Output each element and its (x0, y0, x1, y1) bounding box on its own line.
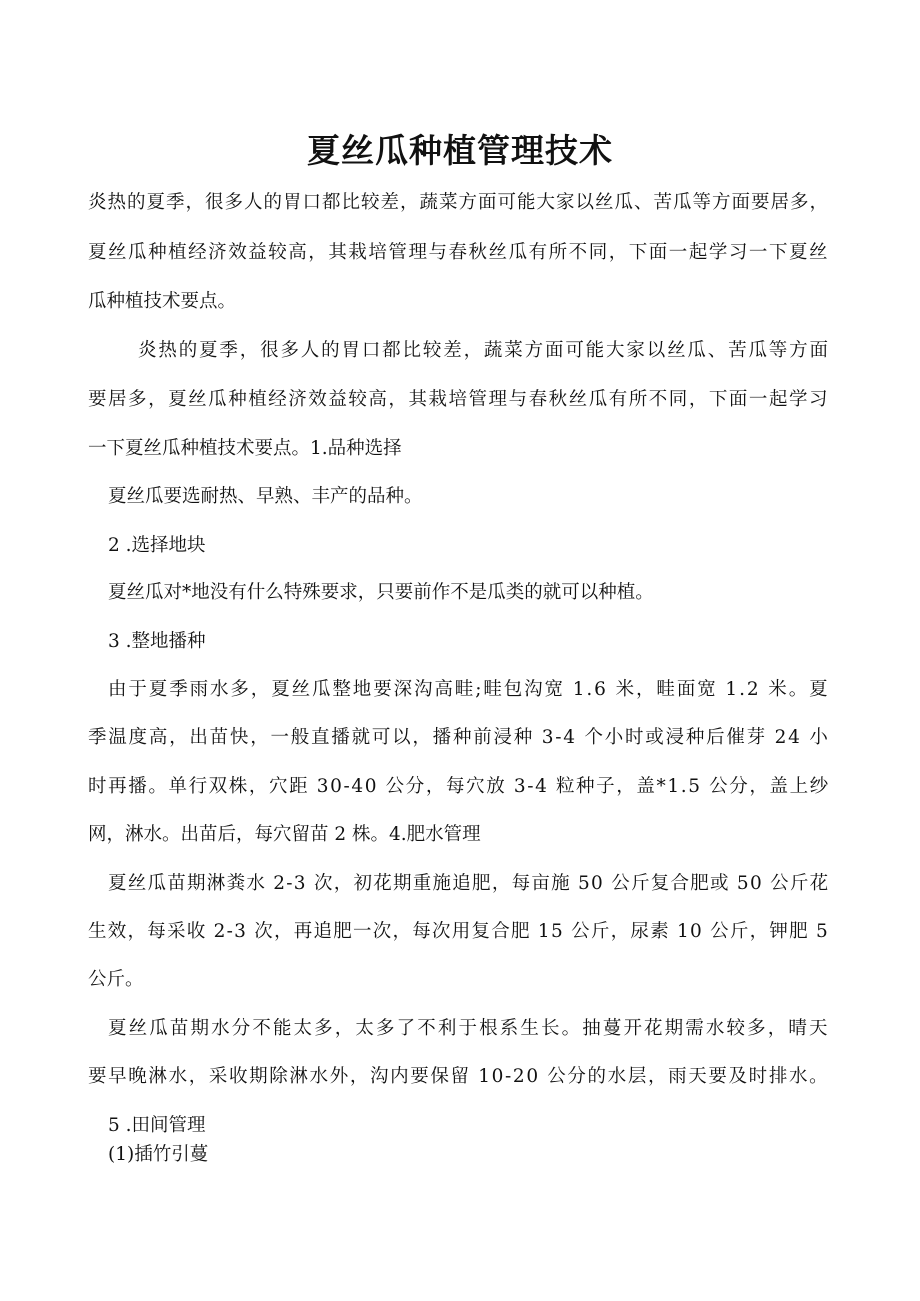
body-line: 季温度高，出苗快，一般直播就可以，播种前浸种 3-4 个小时或浸种后催芽 24 小 (88, 727, 830, 748)
body-line: 夏丝瓜苗期水分不能太多，太多了不利于根系生长。抽蔓开花期需水较多，晴天 (108, 1018, 830, 1039)
body-line: 炎热的夏季，很多人的胃口都比较差，蔬菜方面可能大家以丝瓜、苦瓜等方面 (138, 340, 830, 361)
body-line: 夏丝瓜种植经济效益较高，其栽培管理与春秋丝瓜有所不同，下面一起学习一下夏丝 (88, 242, 830, 263)
body-line: 瓜种植技术要点。 (88, 291, 237, 312)
body-line: 网，淋水。出苗后，每穴留苗 2 株。4.肥水管理 (88, 824, 481, 845)
body-line: 时再播。单行双株，穴距 30-40 公分，每穴放 3-4 粒种子，盖*1.5 公分，盖上纱 (88, 776, 830, 797)
section-heading: 3 .整地播种 (108, 631, 206, 652)
body-line: 由于夏季雨水多，夏丝瓜整地要深沟高畦;畦包沟宽 1.6 米，畦面宽 1.2 米。夏 (108, 679, 830, 700)
body-line: 夏丝瓜要选耐热、早熟、丰产的品种。 (108, 486, 423, 507)
body-line: 一下夏丝瓜种植技术要点。1.品种选择 (88, 438, 402, 459)
body-line: 要早晚淋水，采收期除淋水外，沟内要保留 10-20 公分的水层，雨天要及时排水。 (88, 1066, 830, 1087)
body-line: 生效，每采收 2-3 次，再追肥一次，每次用复合肥 15 公斤，尿素 10 公斤，钾肥 5 (88, 921, 830, 942)
body-line: 炎热的夏季，很多人的胃口都比较差，蔬菜方面可能大家以丝瓜、苦瓜等方面要居多， (88, 192, 830, 213)
body-line: 要居多，夏丝瓜种植经济效益较高，其栽培管理与春秋丝瓜有所不同，下面一起学习 (88, 389, 830, 410)
body-line: 夏丝瓜苗期淋粪水 2-3 次，初花期重施追肥，每亩施 50 公斤复合肥或 50 公斤花 (108, 873, 830, 894)
page-title: 夏丝瓜种植管理技术 (307, 131, 613, 170)
section-heading: 2 .选择地块 (108, 535, 206, 556)
body-line: 公斤。 (88, 969, 144, 990)
section-heading: 5 .田间管理 (108, 1115, 206, 1136)
subsection-heading: (1)插竹引蔓 (108, 1144, 209, 1165)
body-line: 夏丝瓜对*地没有什么特殊要求，只要前作不是瓜类的就可以种植。 (108, 582, 654, 603)
